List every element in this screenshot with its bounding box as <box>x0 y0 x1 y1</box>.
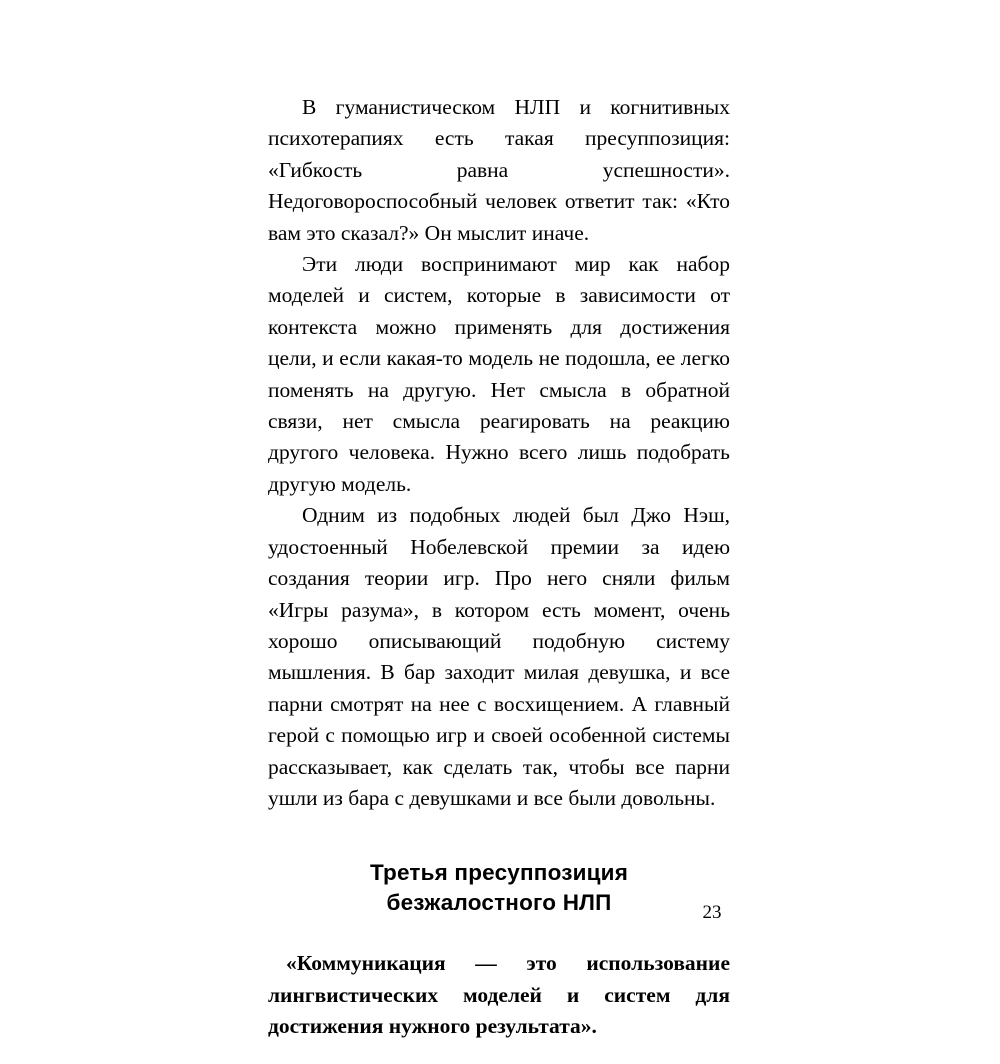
section-heading-line-2: безжалостного НЛП <box>386 890 612 916</box>
paragraph-3: Одним из подобных людей был Джо Нэш, удостоенный Нобелевской премии за идею создания теории игр. Про него сняли фильм «Игры разума», в котором есть момент, очень хорошо описывающий подобную систему мышления. В бар заходит милая девушка, и все парни смотрят на нее с восхищением. А главный герой с помощью игр и своей особенной системы рассказывает, как сделать так, чтобы все парни ушли из бара с девушками и все были довольны. <box>268 503 730 810</box>
section-heading-line-1: Третья пресуппозиция <box>369 860 629 886</box>
presupposition-quote: «Коммуникация — это использование лингвистических моделей и систем для достижения нужного результата». <box>268 951 730 1039</box>
paragraph-2: Эти люди воспринимают мир как набор моделей и систем, которые в зависимости от контекста можно применять для достижения цели, и если какая-то модель не подошла, ее легко поменять на другую. Нет смысла в обратной связи, нет смысла реагировать на реакцию другого человека. Нужно всего лишь подобрать другую модель. <box>268 252 730 496</box>
page-number: 23 <box>702 902 722 923</box>
paragraph-1: В гуманистическом НЛП и когнитивных психотерапиях есть такая пресуппозиция: «Гибкость равна успешности». Недоговороспособный человек ответит так: «Кто вам это сказал?» Он мыслит иначе. <box>268 95 730 245</box>
